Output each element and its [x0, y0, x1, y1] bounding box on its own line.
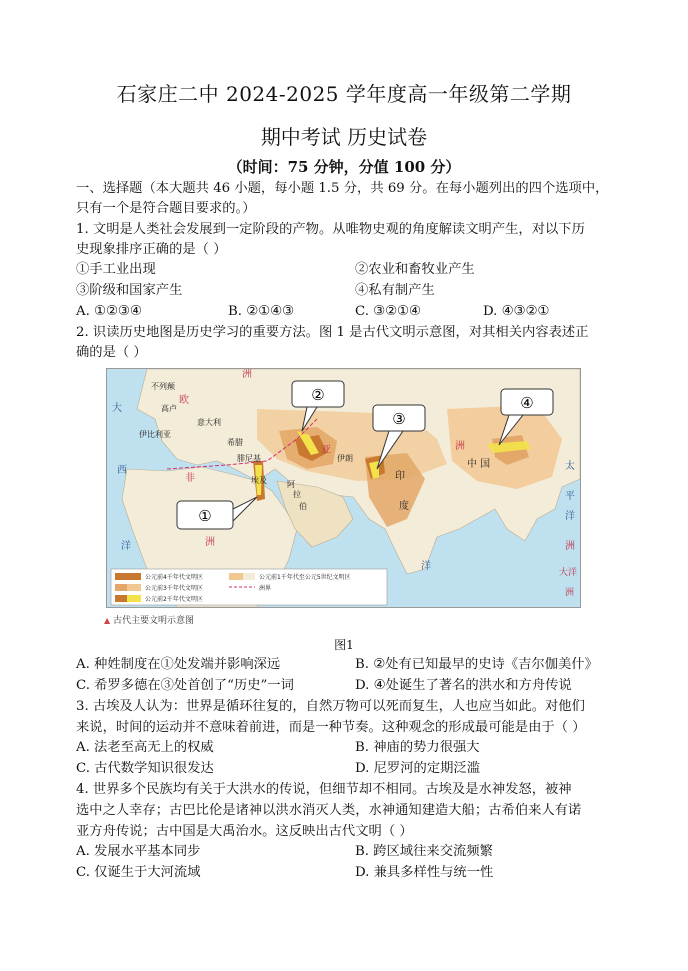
map-callout-3-label: ③ — [392, 410, 406, 428]
q1-option-c: C. ③②①④ — [355, 304, 421, 319]
q2-option-d: D. ④处诞生了著名的洪水和方舟传说 — [355, 678, 572, 693]
map-legend — [111, 569, 387, 605]
q2-stem-cont: 确的是（ ） — [76, 345, 147, 360]
label-aiji: 埃及 — [251, 476, 267, 485]
label-da: 大 — [112, 403, 122, 414]
label-xi: 西 — [117, 465, 127, 476]
label-a: 阿 — [287, 480, 295, 489]
label-xiao-zhou: 洲 — [565, 541, 575, 552]
label-du: 度 — [399, 501, 409, 512]
exam-title-line1: 石家庄二中 2024-2025 学年度高一年级第二学期 — [116, 82, 572, 106]
q3-stem-cont: 来说，时间的运动并不意味着前进，而是一种节奏。这种观念的形成最可能是由于（ ） — [76, 720, 586, 735]
q4-option-d: D. 兼具多样性与统一性 — [355, 865, 494, 880]
label-zhou2: 洲 — [205, 537, 215, 548]
q1-item-4: ④私有制产生 — [355, 283, 435, 298]
q2-stem: 2. 识读历史地图是历史学习的重要方法。图 1 是古代文明示意图，对其相关内容表述正 — [76, 325, 589, 340]
q3-option-b: B. 神庙的势力很强大 — [355, 740, 480, 755]
q2-option-a: A. 种姓制度在①处发端并影响深远 — [76, 657, 281, 672]
exam-time-info: （时间：75 分钟，分值 100 分） — [227, 158, 461, 176]
legend-item-2: 公元前3千年代文明区 — [145, 585, 203, 592]
q3-stem: 3. 古埃及人认为：世界是循环往复的，自然万物可以死而复生，人也应当如此。对他们 — [76, 699, 585, 714]
label-gaolu: 高卢 — [161, 404, 177, 413]
q1-item-1: ①手工业出现 — [76, 262, 156, 277]
q1-stem-cont: 史现象排序正确的是（ ） — [76, 242, 227, 257]
section-heading: 一、选择题（本大题共 46 小题，每小题 1.5 分，共 69 分。在每小题列出的四个选项中， — [76, 181, 609, 196]
label-dayangzhou-1: 大洋 — [559, 568, 578, 578]
q4-stem-cont-2: 亚方舟传说；古中国是大禹治水。这反映出古代文明（ ） — [76, 824, 413, 839]
map-callout-1-label: ① — [198, 507, 212, 525]
q3-option-d: D. 尼罗河的定期泛滥 — [355, 761, 481, 776]
label-yindu-yang: 洋 — [421, 561, 431, 572]
label-ya: 亚 — [321, 445, 331, 456]
label-bo: 伯 — [299, 502, 307, 511]
q1-item-3: ③阶级和国家产生 — [76, 283, 183, 298]
label-zhou: 洲 — [242, 369, 252, 380]
label-yibiliya: 伊比利亚 — [139, 430, 171, 439]
section-heading-cont: 只有一个是符合题目要求的。） — [76, 201, 256, 216]
label-zhou3: 洲 — [455, 441, 465, 452]
q1-option-d: D. ④③②① — [483, 304, 550, 319]
legend-item-1: 公元前4千年代文明区 — [145, 574, 203, 581]
q2-option-c: C. 希罗多德在③处首创了“历史”一词 — [76, 678, 294, 693]
label-buliedian: 不列颠 — [151, 382, 175, 391]
legend-item-3: 公元前2千年代文明区 — [145, 596, 203, 603]
q2-option-b: B. ②处有已知最早的史诗《吉尔伽美什》 — [355, 657, 598, 672]
label-taiping-2: 平 — [565, 491, 575, 502]
map-callout-2-label: ② — [311, 386, 325, 404]
label-taiping-1: 太 — [565, 461, 575, 472]
label-yidali: 意大利 — [197, 418, 221, 427]
label-ou: 欧 — [179, 395, 189, 406]
q1-item-2: ②农业和畜牧业产生 — [355, 262, 475, 277]
label-yin: 印 — [395, 471, 405, 482]
label-zhongguo: 中 国 — [467, 459, 491, 470]
label-la: 拉 — [293, 490, 301, 499]
label-yilang: 伊朗 — [337, 454, 353, 463]
legend-item-5: 洲界 — [259, 585, 272, 592]
label-yang: 洋 — [121, 541, 131, 552]
figure-label: 图1 — [334, 638, 354, 652]
map-callout-4-label: ④ — [520, 394, 534, 412]
ancient-civilization-map — [106, 368, 581, 608]
caption-triangle-icon: ▲ — [104, 616, 111, 625]
q4-stem: 4. 世界多个民族均有关于大洪水的传说，但细节却不相同。古埃及是水神发怒，被神 — [76, 782, 572, 797]
q4-option-c: C. 仅诞生于大河流域 — [76, 865, 201, 880]
legend-item-4: 公元前1千年代至公元5世纪文明区 — [259, 574, 351, 581]
q1-stem: 1. 文明是人类社会发展到一定阶段的产物。从唯物史观的角度解读文明产生，对以下历 — [76, 222, 585, 237]
label-dayangzhou-2: 洲 — [565, 588, 575, 598]
label-taiping-3: 洋 — [565, 511, 575, 522]
q4-stem-cont-1: 选中之人幸存；古巴比伦是诸神以洪水消灭人类，水神通知建造大船；古希伯来人有诺 — [76, 803, 582, 818]
q3-option-c: C. 古代数学知识很发达 — [76, 761, 214, 776]
label-fei: 非 — [185, 473, 195, 484]
map-caption: ▲ 古代主要文明示意图 — [104, 616, 195, 626]
q4-option-a: A. 发展水平基本同步 — [76, 844, 201, 859]
q1-option-a: A. ①②③④ — [76, 304, 142, 319]
q3-option-a: A. 法老至高无上的权威 — [76, 740, 214, 755]
q1-option-b: B. ②①④③ — [228, 304, 294, 319]
exam-title-line2: 期中考试 历史试卷 — [260, 125, 428, 149]
label-xila: 希腊 — [227, 438, 243, 447]
q4-option-b: B. 跨区域往来交流频繁 — [355, 844, 493, 859]
label-feini: 腓尼基 — [237, 454, 261, 463]
